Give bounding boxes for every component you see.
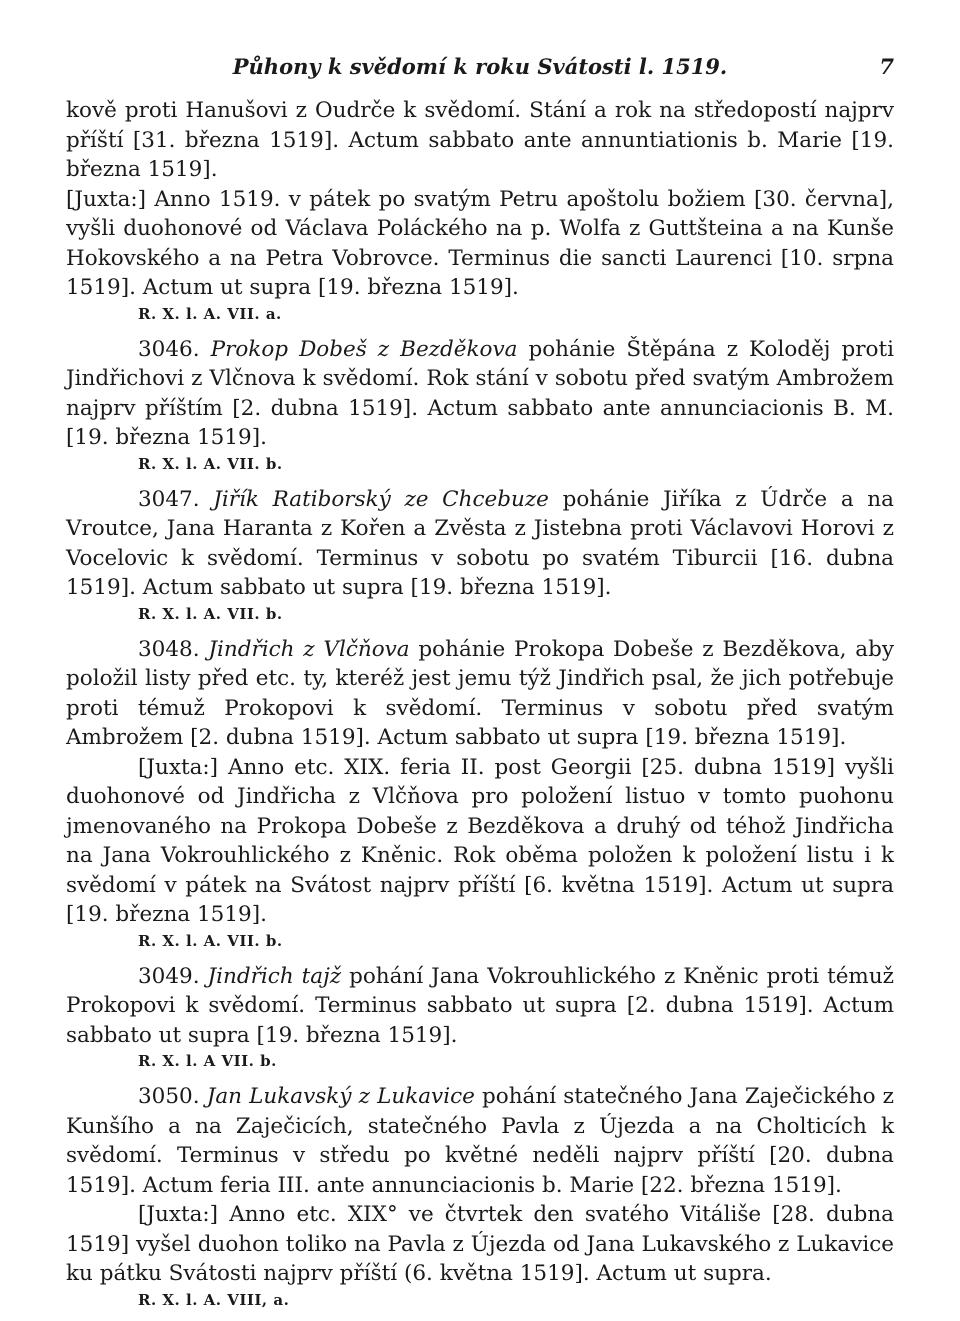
continued-paragraph: kově proti Hanušovi z Oudrče k svědomí. Stání a rok na středopostí najprv příští [31. března 1519]. Actum sabbato ante annuntiationis b. Marie [19. března 1519]. — [66, 98, 894, 182]
entry-3050 — [66, 1082, 894, 1200]
entry-3048 — [66, 635, 894, 753]
archival-signature: R. X. l. A. VIII, a. — [138, 1290, 290, 1309]
juxta-note: [Juxta:] Anno 1519. v pátek po svatým Petru apoštolu božiem [30. června], vyšli duohonové od Václava Poláckého na p. Wolfa z Guttšteina a na Kunše Hokovského a na Petra Vobrovce. Terminus die sancti Laurenci [10. srpna 1519]. Actum ut supra [19. března 1519]. — [66, 186, 894, 300]
entry-3049 — [66, 962, 894, 1051]
plaintiff-name: Jan Lukavský z Lukavice — [206, 1084, 475, 1109]
plaintiff-name: Jindřich tajž — [207, 963, 342, 989]
running-title: Půhony k svědomí k roku Svátosti l. 1519. — [232, 54, 728, 79]
plaintiff-name: Prokop Dobeš z Bezděkova — [210, 336, 518, 362]
entry-3047 — [66, 485, 894, 603]
entry-number: 3046. — [138, 336, 200, 362]
entry-number: 3050. — [138, 1084, 200, 1109]
entry-number: 3048. — [138, 636, 200, 662]
archival-signature: R. X. l. A VII. b. — [138, 1052, 277, 1070]
entry-text: pohání statečného Jana Zaječického z Kunšího a na Zaječicích, statečného Pavla z Újezda a na Cholticích k svědomí. Terminus v středu po květné neděli najprv příští [20. dubna 1519]. Actum feria III. ante annunciacionis b. Marie [22. března 1519]. — [66, 1084, 894, 1198]
entry-text: pohánie Štěpána z Koloděj proti Jindřichovi z Vlčnova k svědomí. Rok stání v sobotu před svatým Ambrožem najprv příštím [2. dubna 1519]. Actum sabbato ante annunciacionis B. M. [19. března 1519]. — [66, 336, 894, 450]
archival-signature: R. X. l. A. VII. b. — [138, 604, 283, 623]
page-content — [66, 96, 894, 1321]
archival-signature: R. X. l. A. VII. b. — [138, 931, 283, 950]
entry-text: pohánie Jiříka z Údrče a na Vroutce, Jana Haranta z Kořen a Zvěsta z Jistebna proti Václavovi Horovi z Vocelovic k svědomí. Terminus v sobotu po svatém Tiburcii [16. dubna 1519]. Actum sabbato ut supra [19. března 1519]. — [66, 486, 894, 600]
archival-signature: R. X. l. A. VII. a. — [138, 304, 282, 323]
page-header — [66, 50, 894, 86]
entry-text: pohánie Prokopa Dobeše z Bezděkova, aby položil listy před etc. ty, kteréž jest jemu týž Jindřich psal, že jich potřebuje proti témuž Prokopovi k svědomí. Terminus v sobotu před svatým Ambrožem [2. dubna 1519]. Actum sabbato ut supra [19. března 1519]. — [66, 636, 895, 750]
entry-3046 — [66, 335, 894, 453]
entry-number: 3047. — [138, 486, 200, 512]
archival-signature: R. X. l. A. VII. b. — [138, 454, 283, 473]
plaintiff-name: Jindřich z Vlčňova — [208, 636, 410, 662]
entry-text: pohání Jana Vokrouhlického z Kněnic proti témuž Prokopovi k svědomí. Terminus sabbato ut supra [2. dubna 1519]. Actum sabbato ut supra [19. března 1519]. — [66, 963, 894, 1048]
plaintiff-name: Jiřík Ratiborský ze Chcebuze — [213, 486, 549, 512]
juxta-note: [Juxta:] Anno etc. XIX. feria II. post Georgii [25. dubna 1519] vyšli duohonové od Jindřicha z Vlčňova pro položení listuo v tomto puohonu jmenovaného na Prokopa Dobeše z Bezděkova a druhý od téhož Jindřicha na Jana Vokrouhlického z Kněnic. Rok oběma položen k položení listu i k svědomí v pátek na Svátost najprv příští [6. května 1519]. Actum ut supra [19. března 1519]. — [66, 754, 894, 927]
juxta-note: [Juxta:] Anno etc. XIX° ve čtvrtek den svatého Vitáliše [28. dubna 1519] vyšel duohon toliko na Pavla z Újezda od Jana Lukavského z Lukavice ku pátku Svátosti najprv příští (6. května 1519]. Actum ut supra. — [66, 1202, 894, 1286]
entry-number: 3049. — [138, 963, 200, 989]
page-number: 7 — [879, 54, 894, 79]
